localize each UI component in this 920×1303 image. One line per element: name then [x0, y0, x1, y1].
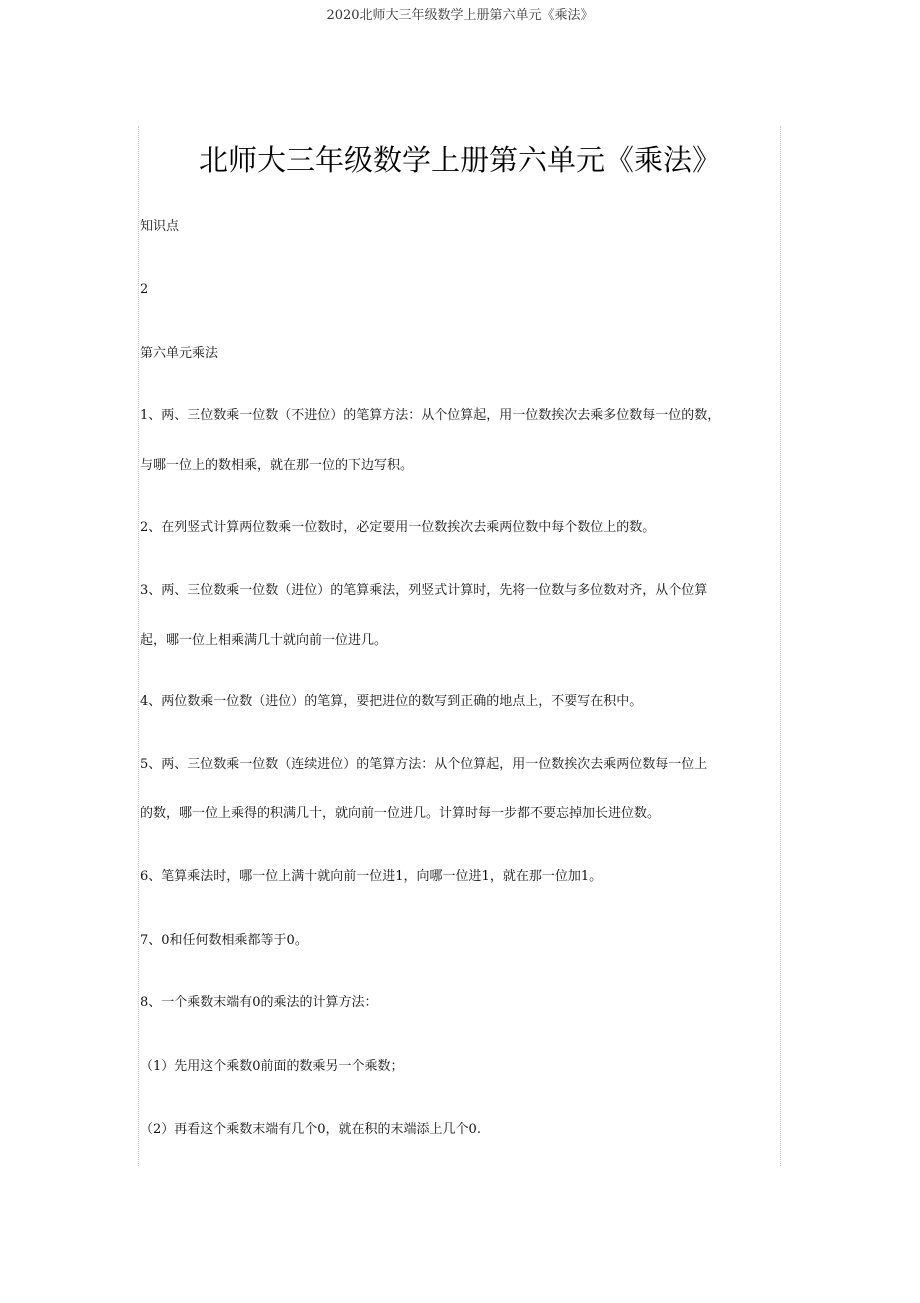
point-3-line-2: 起，哪一位上相乘满几十就向前一位进几。 — [140, 633, 388, 648]
running-header: 2020北师大三年级数学上册第六单元《乘法》 — [326, 8, 594, 23]
point-3-line-1: 3、两、三位数乘一位数（进位）的笔算乘法，列竖式计算时，先将一位数与多位数对齐，从个位算 — [140, 583, 708, 598]
point-5-line-2: 的数，哪一位上乘得的积满几十，就向前一位进几。计算时每一步都不要忘掉加长进位数。 — [140, 806, 661, 821]
point-2: 2、在列竖式计算两位数乘一位数时，必定要用一位数挨次去乘两位数中每个数位上的数。 — [140, 520, 656, 535]
point-5-line-1: 5、两、三位数乘一位数（连续进位）的笔算方法：从个位算起，用一位数挨次去乘两位数每一位上 — [140, 757, 708, 772]
unit-heading: 第六单元乘法 — [140, 346, 219, 361]
page-number-label: 2 — [140, 282, 149, 297]
section-label-knowledge: 知识点 — [140, 219, 180, 234]
point-8: 8、一个乘数末端有0的乘法的计算方法： — [140, 995, 378, 1010]
point-1-line-1: 1、两、三位数乘一位数（不进位）的笔算方法：从个位算起，用一位数挨次去乘多位数每一位的数， — [140, 408, 721, 423]
point-7: 7、0和任何数相乘都等于0。 — [140, 933, 308, 948]
point-4: 4、两位数乘一位数（进位）的笔算，要把进位的数写到正确的地点上，不要写在积中。 — [140, 694, 643, 709]
document-title: 北师大三年级数学上册第六单元《乘法》 — [198, 143, 721, 177]
point-6: 6、笔算乘法时，哪一位上满十就向前一位进1，向哪一位进1，就在那一位加1。 — [140, 869, 603, 884]
point-8-step-2: （2）再看这个乘数末端有几个0，就在积的末端添上几个0. — [140, 1122, 481, 1137]
point-8-step-1: （1）先用这个乘数0前面的数乘另一个乘数； — [140, 1059, 404, 1074]
point-1-line-2: 与哪一位上的数相乘，就在那一位的下边写积。 — [140, 458, 414, 473]
